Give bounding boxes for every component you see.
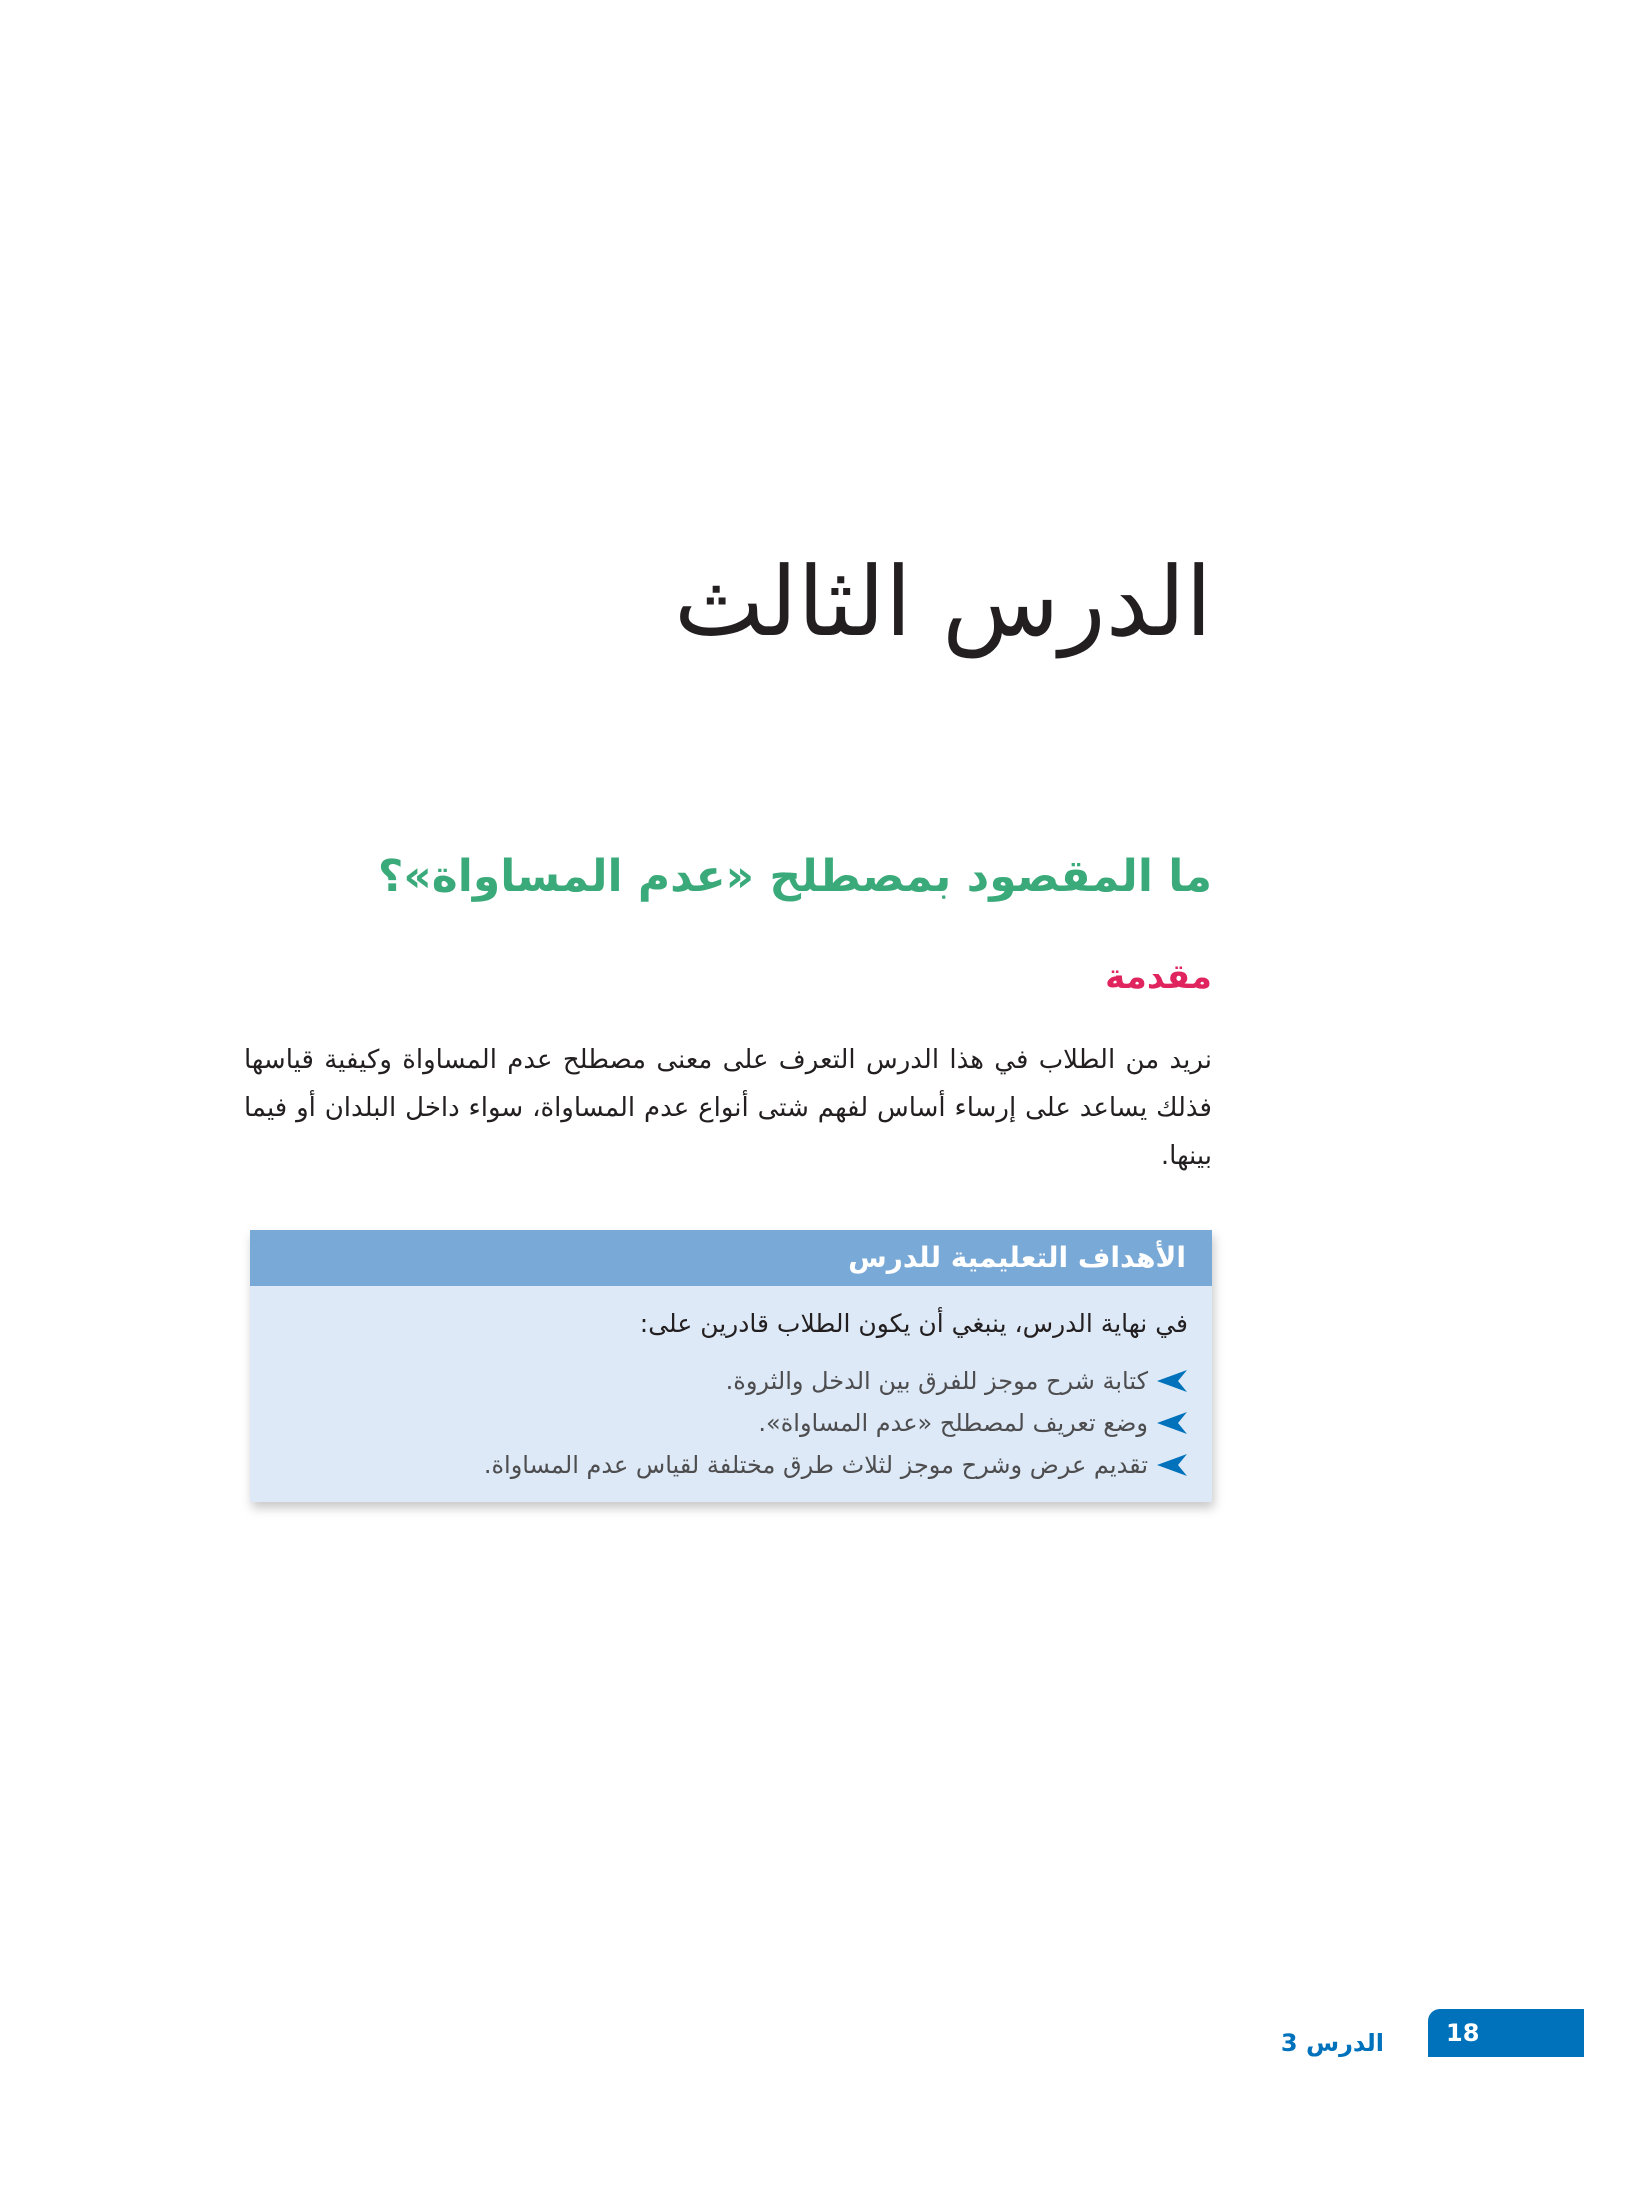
intro-paragraph: نريد من الطلاب في هذا الدرس التعرف على معنى مصطلح عدم المساواة وكيفية قياسها فذلك يساعد على إرساء أساس لفهم شتى أنواع عدم المساواة، سواء داخل البلدان أو فيما بينها.	[244, 1045, 1212, 1171]
objective-text: تقديم عرض وشرح موجز لثلاث طرق مختلفة لقياس عدم المساواة.	[483, 1451, 1148, 1479]
learning-objectives-title: الأهداف التعليمية للدرس	[250, 1230, 1212, 1286]
section-heading: ما المقصود بمصطلح «عدم المساواة»؟	[377, 851, 1212, 902]
footer-lesson-label: الدرس 3	[1280, 2029, 1384, 2057]
learning-objectives-box	[250, 1230, 1212, 1502]
objective-item	[250, 1360, 1188, 1402]
objective-text: وضع تعريف لمصطلح «عدم المساواة».	[758, 1409, 1148, 1437]
learning-objectives-list	[250, 1360, 1212, 1486]
arrow-left-icon	[1156, 1411, 1188, 1435]
objective-item	[250, 1444, 1188, 1486]
objective-text: كتابة شرح موجز للفرق بين الدخل والثروة.	[725, 1367, 1148, 1395]
objective-item	[250, 1402, 1188, 1444]
intro-heading: مقدمة	[1105, 957, 1212, 997]
page-number-badge: 18	[1428, 2009, 1584, 2057]
page-title: الدرس الثالث	[673, 546, 1212, 658]
arrow-left-icon	[1156, 1369, 1188, 1393]
arrow-left-icon	[1156, 1453, 1188, 1477]
learning-objectives-lead: في نهاية الدرس، ينبغي أن يكون الطلاب قادرين على:	[639, 1309, 1188, 1338]
